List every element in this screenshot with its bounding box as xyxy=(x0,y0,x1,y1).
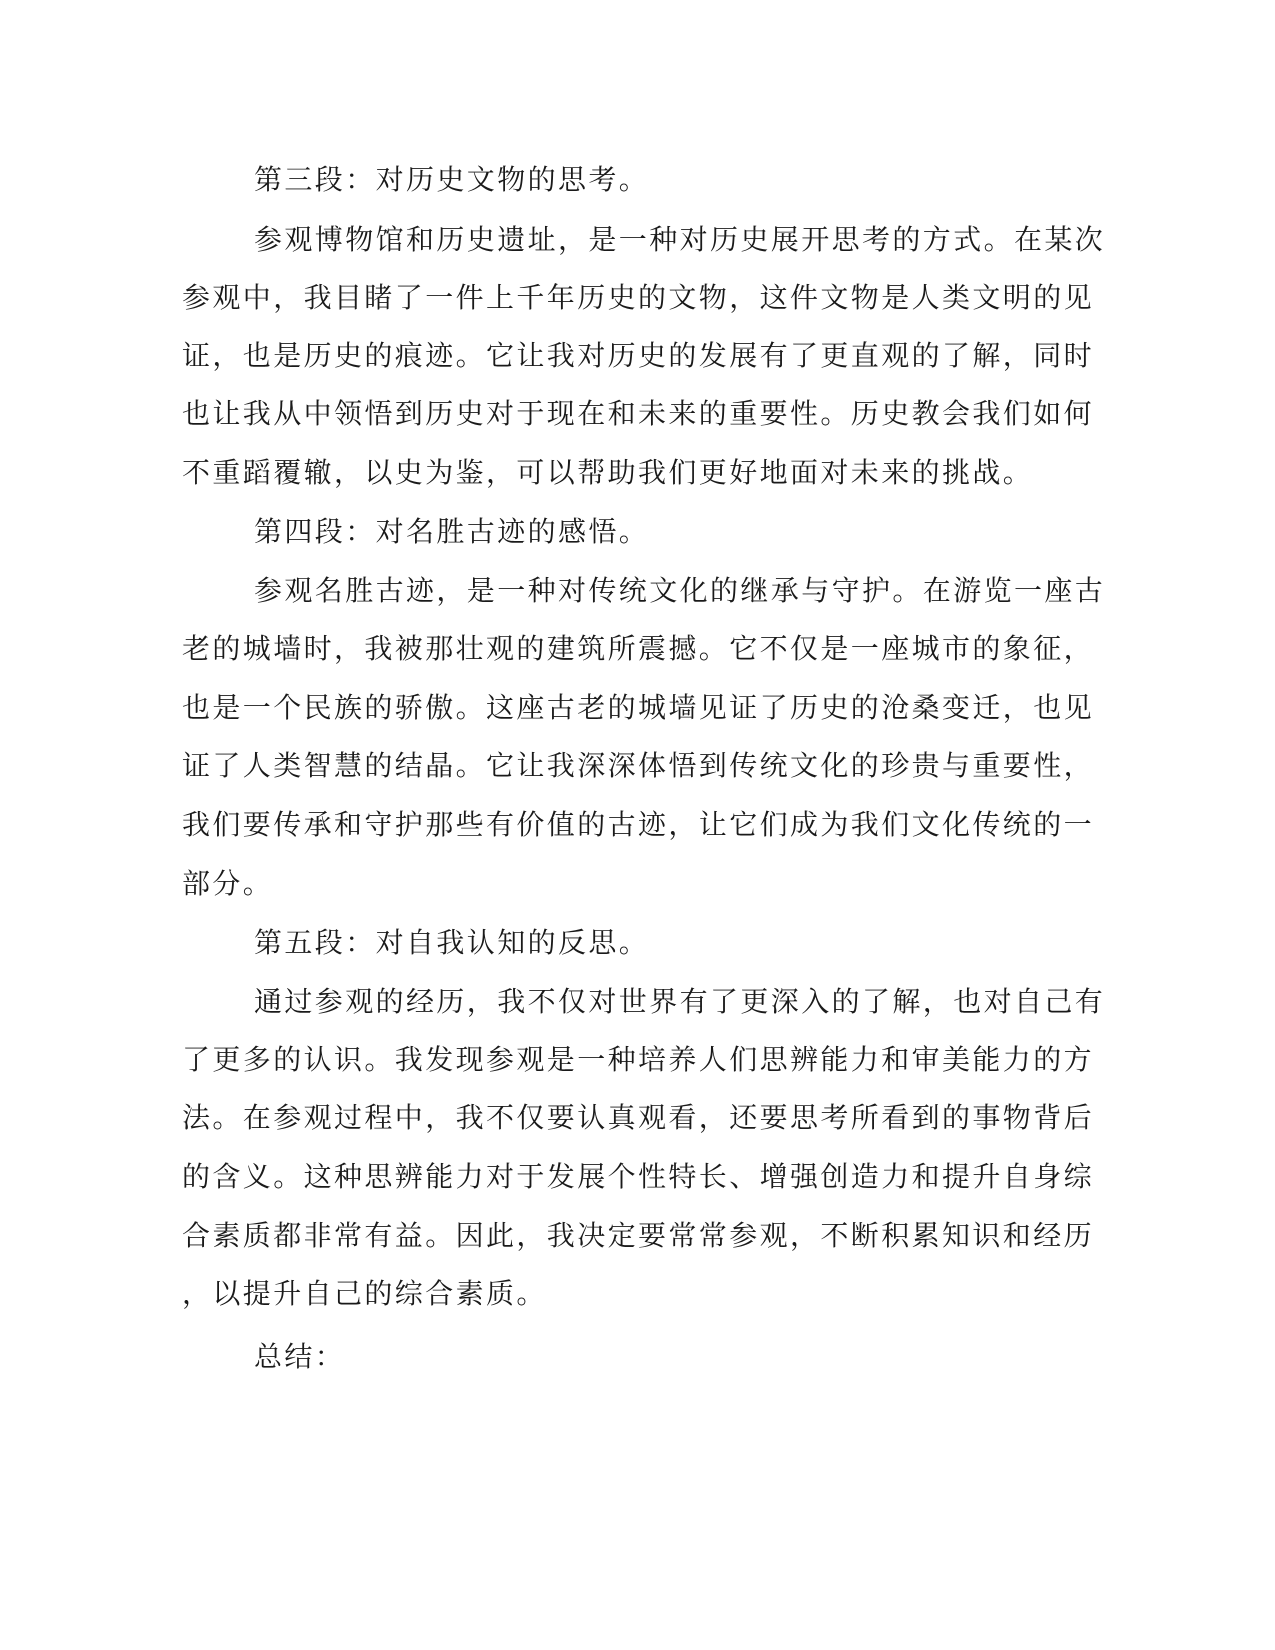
paragraph-line: 证了人类智慧的结晶。它让我深深体悟到传统文化的珍贵与重要性， xyxy=(182,749,1095,782)
paragraph-line: 老的城墙时，我被那壮观的建筑所震撼。它不仅是一座城市的象征， xyxy=(182,632,1095,665)
paragraph-line: 参观博物馆和历史遗址，是一种对历史展开思考的方式。在某次 xyxy=(254,223,1106,256)
heading-section-4: 第四段：对名胜古迹的感悟。 xyxy=(254,515,650,548)
paragraph-line: 也是一个民族的骄傲。这座古老的城墙见证了历史的沧桑变迁，也见 xyxy=(182,691,1095,724)
paragraph-line: 参观名胜古迹，是一种对传统文化的继承与守护。在游览一座古 xyxy=(254,574,1106,607)
paragraph-line: 法。在参观过程中，我不仅要认真观看，还要思考所看到的事物背后 xyxy=(182,1101,1095,1134)
heading-section-3: 第三段：对历史文物的思考。 xyxy=(254,163,650,196)
paragraph-line: 的含义。这种思辨能力对于发展个性特长、增强创造力和提升自身综 xyxy=(182,1160,1095,1193)
paragraph-line: 合素质都非常有益。因此，我决定要常常参观，不断积累知识和经历 xyxy=(182,1219,1095,1252)
paragraph-line: 部分。 xyxy=(182,867,274,900)
heading-section-5: 第五段：对自我认知的反思。 xyxy=(254,926,650,959)
paragraph-line: 了更多的认识。我发现参观是一种培养人们思辨能力和审美能力的方 xyxy=(182,1043,1095,1076)
paragraph-line: 我们要传承和守护那些有价值的古迹，让它们成为我们文化传统的一 xyxy=(182,808,1095,841)
paragraph-line: ，以提升自己的综合素质。 xyxy=(182,1277,547,1310)
paragraph-line: 参观中，我目睹了一件上千年历史的文物，这件文物是人类文明的见 xyxy=(182,281,1095,314)
heading-summary: 总结： xyxy=(254,1340,346,1373)
paragraph-line: 也让我从中领悟到历史对于现在和未来的重要性。历史教会我们如何 xyxy=(182,397,1095,430)
paragraph-line: 不重蹈覆辙，以史为鉴，可以帮助我们更好地面对未来的挑战。 xyxy=(182,456,1034,489)
paragraph-line: 证，也是历史的痕迹。它让我对历史的发展有了更直观的了解，同时 xyxy=(182,339,1095,372)
paragraph-line: 通过参观的经历，我不仅对世界有了更深入的了解，也对自己有 xyxy=(254,985,1106,1018)
